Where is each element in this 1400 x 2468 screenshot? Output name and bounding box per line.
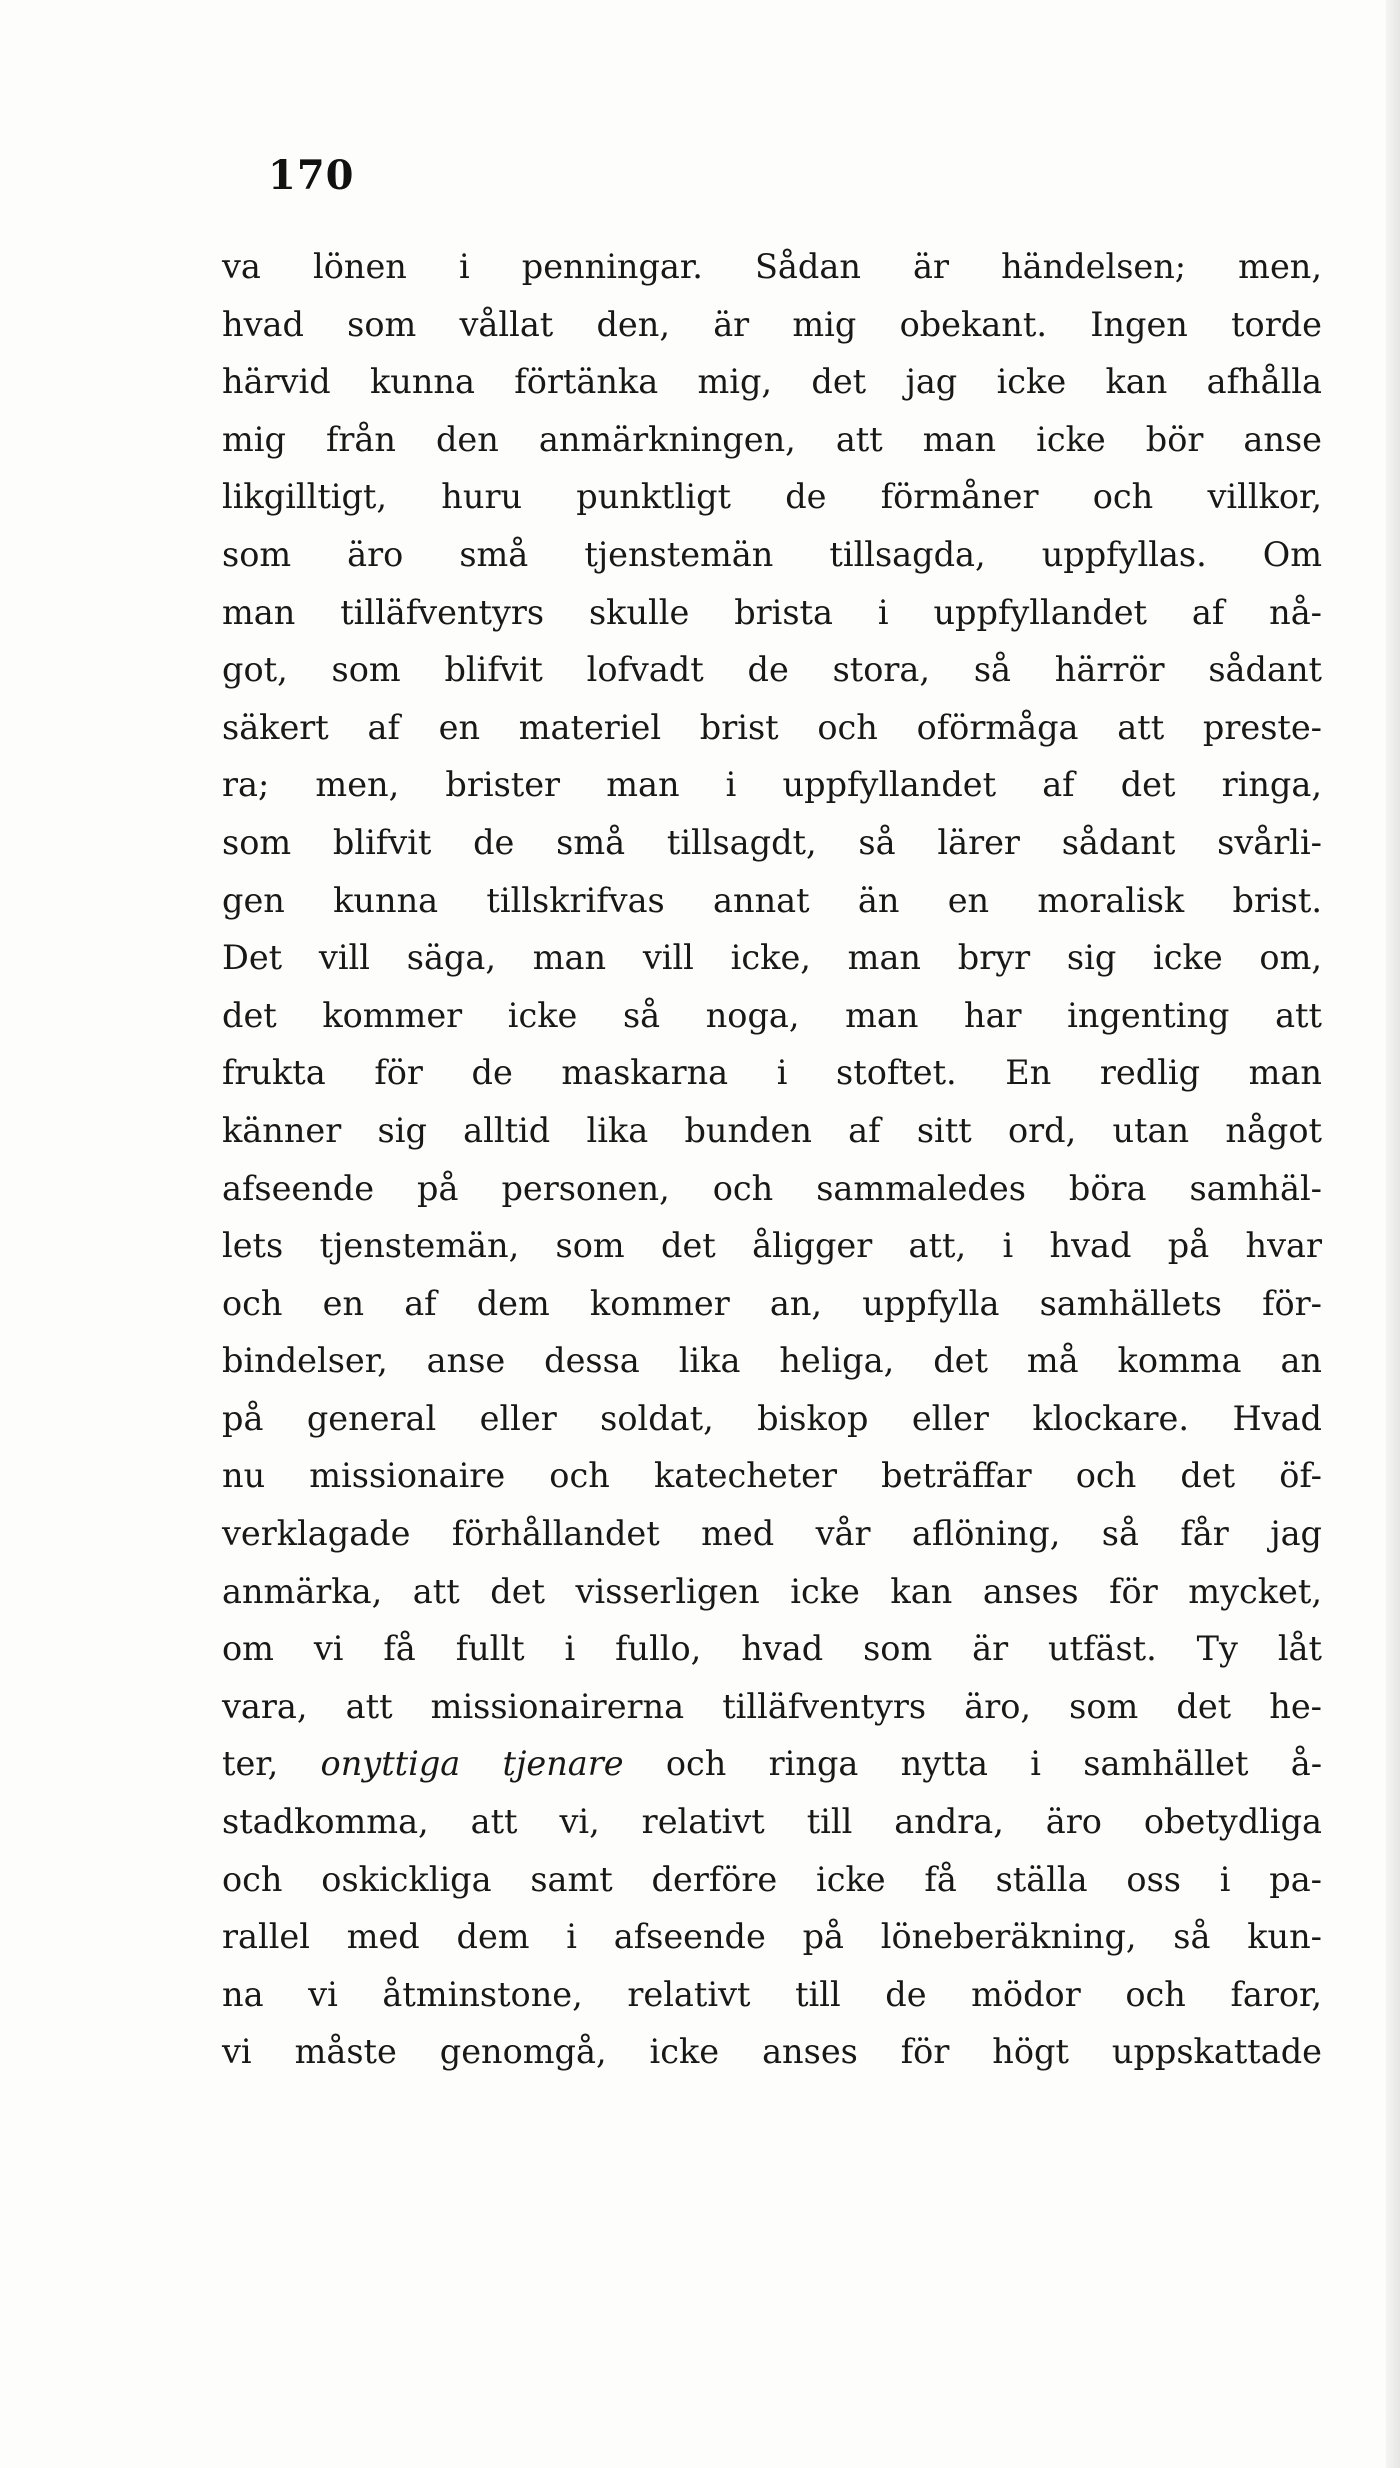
text-line: ra; men, brister man i uppfyllandet af det ringa, [222, 765, 1322, 805]
text-line: rallel med dem i afseende på löneberäkning, så kun- [222, 1917, 1322, 1957]
text-line: gen kunna tillskrifvas annat än en moralisk brist. [222, 880, 1322, 920]
page-edge [1386, 0, 1400, 2468]
text-line: nu missionaire och katecheter beträffar och det öf- [222, 1456, 1322, 1496]
text-line: mig från den anmärkningen, att man icke bör anse [222, 419, 1322, 459]
text-line: bindelser, anse dessa lika heliga, det må komma an [222, 1341, 1322, 1381]
text-line: afseende på personen, och sammaledes böra samhäl- [222, 1168, 1322, 1208]
text-line: känner sig alltid lika bunden af sitt ord, utan något [222, 1110, 1322, 1150]
text-line: na vi åtminstone, relativt till de mödor och faror, [222, 1974, 1322, 2014]
text-line: som blifvit de små tillsagdt, så lärer sådant svårli- [222, 822, 1322, 862]
text-line: likgilltigt, huru punktligt de förmåner och villkor, [222, 477, 1322, 517]
text-line: ter, onyttiga tjenare och ringa nytta i samhället å- [222, 1744, 1323, 1784]
italic-phrase: onyttiga tjenare [320, 1744, 624, 1784]
text-line: Det vill säga, man vill icke, man bryr sig icke om, [222, 938, 1322, 978]
text-line: det kommer icke så noga, man har ingenting att [222, 995, 1322, 1035]
text-line: som äro små tjenstemän tillsagda, uppfyllas. Om [222, 534, 1322, 574]
text-line: hvad som vållat den, är mig obekant. Ingen torde [222, 304, 1322, 344]
text-line: got, som blifvit lofvadt de stora, så härrör sådant [222, 650, 1322, 690]
text-line: frukta för de maskarna i stoftet. En redlig man [222, 1053, 1322, 1093]
text-line: härvid kunna förtänka mig, det jag icke kan afhålla [222, 362, 1322, 402]
text-line: man tilläfventyrs skulle brista i uppfyllandet af nå- [222, 592, 1322, 632]
text-line: vi måste genomgå, icke anses för högt uppskattade [222, 2032, 1322, 2072]
text-line: om vi få fullt i fullo, hvad som är utfäst. Ty låt [222, 1629, 1322, 1669]
text-line: stadkomma, att vi, relativt till andra, äro obetydliga [222, 1802, 1322, 1842]
page-number: 170 [268, 152, 355, 199]
text-line: säkert af en materiel brist och oförmåga att preste- [222, 707, 1322, 747]
text-line: på general eller soldat, biskop eller klockare. Hvad [222, 1398, 1322, 1438]
text-line: anmärka, att det visserligen icke kan anses för mycket, [222, 1571, 1322, 1611]
text-line: och en af dem kommer an, uppfylla samhällets för- [222, 1283, 1322, 1323]
text-line: lets tjenstemän, som det åligger att, i hvad på hvar [222, 1226, 1322, 1266]
text-line: verklagade förhållandet med vår aflöning, så får jag [222, 1514, 1322, 1554]
text-line: vara, att missionairerna tilläfventyrs äro, som det he- [222, 1686, 1322, 1726]
text-line: va lönen i penningar. Sådan är händelsen; men, [222, 247, 1322, 286]
text-line: och oskickliga samt derföre icke få ställa oss i pa- [222, 1859, 1322, 1899]
body-text [222, 238, 1322, 2081]
